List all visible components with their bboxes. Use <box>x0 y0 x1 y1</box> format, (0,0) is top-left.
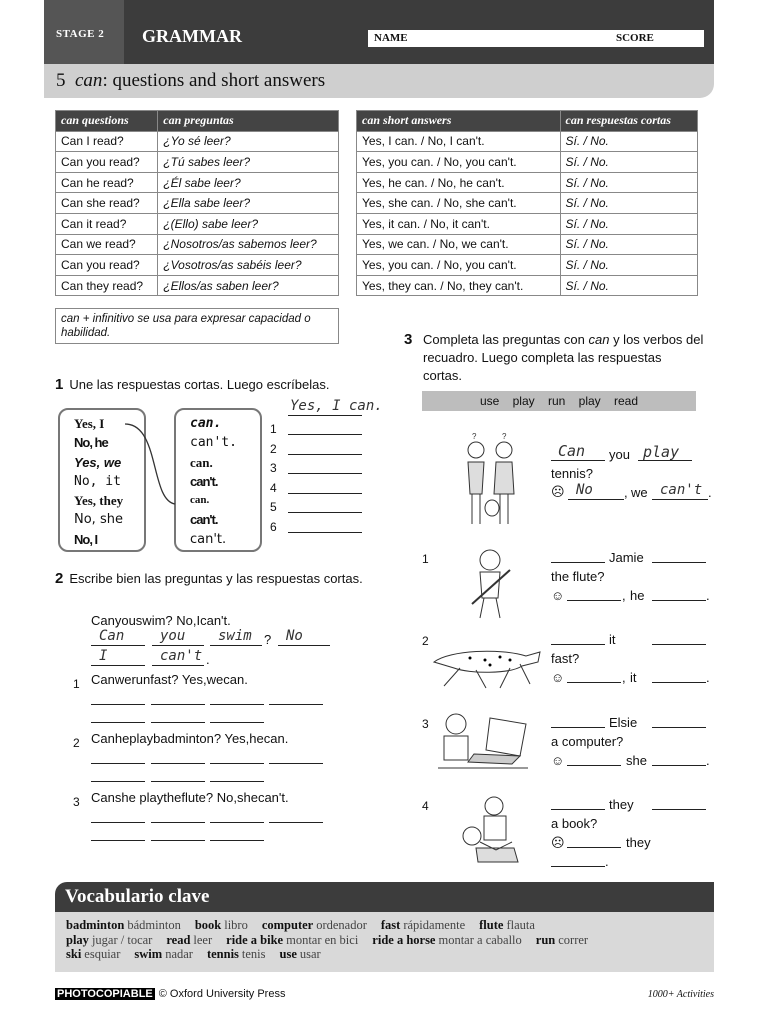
ex2-example-prompt: Canyouswim? No,Ican't. <box>91 613 231 628</box>
cheetah-illustration <box>430 640 544 692</box>
ex3-item-subject: they <box>609 797 634 812</box>
ex3-example-line <box>568 499 624 500</box>
vocab-word: run <box>535 932 556 947</box>
answers-table-cell: Yes, you can. / No, you can't. <box>357 255 561 276</box>
ex1-example-connector <box>120 420 180 510</box>
answers-table-cell: Yes, he can. / No, he can't. <box>357 172 561 193</box>
ex3-heading <box>404 331 704 385</box>
ex1-number: 1 <box>55 376 64 393</box>
ex3-item-subject: Jamie <box>609 550 644 565</box>
vocab-word: ski <box>66 947 82 961</box>
ex3-period: . <box>708 485 712 500</box>
table-row <box>357 172 698 193</box>
ex3-item-pronoun: it <box>630 670 637 685</box>
name-score-box[interactable] <box>368 30 704 47</box>
ex3-item-subject: it <box>609 632 616 647</box>
ex1-answer-line[interactable] <box>288 434 362 435</box>
vocab-translation: leer <box>193 932 213 947</box>
answers-table-cell: Yes, they can. / No, they can't. <box>357 275 561 296</box>
vocabulary-title-bar <box>55 882 714 912</box>
vocab-word: book <box>194 918 222 932</box>
stage-tab <box>44 0 124 64</box>
ex2-example-word: Can <box>99 628 125 644</box>
questions-table-header-1: can preguntas <box>158 111 339 132</box>
vocabulary-list <box>55 912 714 972</box>
table-row <box>56 131 339 152</box>
ex1-item-number: 3 <box>270 461 277 475</box>
questions-table-cell: Can we read? <box>56 234 158 255</box>
vocab-word: tennis <box>206 947 239 961</box>
questions-table-cell: Can I read? <box>56 131 158 152</box>
ex1-right-word[interactable]: can't. <box>190 473 218 489</box>
answers-table-cell: Yes, she can. / No, she can't. <box>357 193 561 214</box>
answers-table-cell: Sí. / No. <box>560 193 697 214</box>
ex2-answer-line[interactable] <box>91 822 145 823</box>
ex3-instruction-a: Completa las preguntas con <box>423 332 589 347</box>
happy-face-icon: ☺ <box>551 588 565 603</box>
happy-face-icon: ☺ <box>551 753 565 768</box>
ex2-answer-line[interactable] <box>269 704 323 705</box>
ex1-heading <box>55 376 329 393</box>
svg-text:?: ? <box>472 432 477 441</box>
ex1-right-box <box>174 408 262 552</box>
table-row <box>56 172 339 193</box>
ex3-item-number: 1 <box>422 552 429 566</box>
girl-computer-illustration <box>434 710 532 772</box>
ex3-example-a2: we <box>631 485 648 500</box>
answers-table-cell: Sí. / No. <box>560 131 697 152</box>
ex3-example-w3: play <box>643 443 680 461</box>
questions-table-cell: Can you read? <box>56 152 158 173</box>
ex3-instruction-b: y los verbos del recuadro. Luego completa las respuestas cortas. <box>423 332 704 383</box>
questions-table-cell: ¿Tú sabes leer? <box>158 152 339 173</box>
questions-table-cell: ¿Ella sabe leer? <box>158 193 339 214</box>
vocab-row <box>66 947 703 962</box>
ex3-example-a1: No <box>576 482 593 498</box>
ex2-answer-line[interactable] <box>151 704 205 705</box>
ex3-item-pronoun: she <box>626 753 647 768</box>
vocab-row <box>66 918 703 933</box>
grammar-note <box>55 308 339 344</box>
vocab-word: use <box>279 947 297 961</box>
ex3-word-box: use play run play read <box>422 391 696 411</box>
ex1-left-word[interactable]: No, it <box>74 473 121 489</box>
questions-table-cell: Can they read? <box>56 275 158 296</box>
ex2-answer-line[interactable] <box>91 704 145 705</box>
ex1-answer-line[interactable] <box>288 454 362 455</box>
ex3-comma: , <box>624 485 628 500</box>
ex2-qmark: ? <box>264 632 272 647</box>
ex3-example-w1: Can <box>558 442 586 460</box>
score-label: SCORE <box>616 32 654 44</box>
answers-table <box>356 110 698 296</box>
answers-table-cell: Sí. / No. <box>560 152 697 173</box>
ex3-answer-line[interactable] <box>652 765 706 766</box>
ex2-example-line <box>152 645 204 646</box>
stage-label: STAGE 2 <box>56 28 105 40</box>
ex2-answer-line[interactable] <box>151 781 205 782</box>
ex2-item-number: 2 <box>73 736 80 750</box>
children-tennis-illustration <box>458 432 522 532</box>
vocab-row <box>66 933 703 948</box>
answers-table-cell: Sí. / No. <box>560 172 697 193</box>
questions-table-cell: ¿Vosotros/as sabéis leer? <box>158 255 339 276</box>
questions-table-cell: Can she read? <box>56 193 158 214</box>
ex3-answer-line[interactable] <box>567 765 621 766</box>
ex3-answer-line[interactable] <box>652 809 706 810</box>
photocopiable-badge: PHOTOCOPIABLE <box>57 988 153 1000</box>
ex1-left-word[interactable]: No, she <box>74 512 123 528</box>
ex2-answer-line[interactable] <box>91 840 145 841</box>
ex3-item-number: 4 <box>422 799 429 813</box>
ex3-period: . <box>706 670 710 685</box>
ex2-answer-line[interactable] <box>269 822 323 823</box>
questions-table-header-row <box>56 111 339 132</box>
ex1-item-number: 4 <box>270 480 277 495</box>
ex1-left-word[interactable]: Yes, we <box>74 454 122 470</box>
ex2-period: . <box>206 652 210 667</box>
ex3-number: 3 <box>404 331 413 348</box>
questions-table-header-0: can questions <box>56 111 158 132</box>
ex2-answer-line[interactable] <box>91 722 145 723</box>
vocab-word: computer <box>261 918 314 932</box>
ex3-item-number: 2 <box>422 634 429 648</box>
vocab-translation: jugar / tocar <box>91 932 153 947</box>
vocab-translation: montar a caballo <box>438 932 522 947</box>
ex1-item-number: 5 <box>270 500 277 514</box>
ex2-item-prompt: Canshe playtheflute? No,shecan't. <box>91 790 289 805</box>
ex3-answer-line[interactable] <box>652 600 706 601</box>
ex3-example-line <box>652 499 708 500</box>
svg-text:?: ? <box>502 432 507 441</box>
table-row <box>56 193 339 214</box>
questions-table-cell: Can it read? <box>56 213 158 234</box>
ex1-item-number: 1 <box>270 422 277 436</box>
vocab-word: flute <box>479 918 504 932</box>
ex1-answer-line[interactable] <box>288 493 362 494</box>
ex2-answer-line[interactable] <box>210 763 264 764</box>
ex2-example-line <box>91 665 145 666</box>
ex3-answer-line[interactable] <box>551 644 605 645</box>
ex1-answer-line[interactable] <box>288 512 362 513</box>
ex2-answer-line[interactable] <box>269 763 323 764</box>
questions-table <box>55 110 339 296</box>
unit-number: 5 <box>56 70 66 91</box>
ex3-item-pronoun: they <box>626 835 651 850</box>
ex1-right-word[interactable]: can. <box>190 416 222 431</box>
ex1-item-number: 2 <box>270 441 277 456</box>
ex2-instruction: Escribe bien las preguntas y las respuestas cortas. <box>69 571 363 586</box>
ex2-answer-line[interactable] <box>151 722 205 723</box>
table-row <box>357 152 698 173</box>
vocab-translation: bádminton <box>127 918 181 932</box>
ex1-left-word[interactable]: Yes, they <box>74 493 124 509</box>
answers-table-cell: Yes, we can. / No, we can't. <box>357 234 561 255</box>
vocab-translation: flauta <box>506 918 535 932</box>
ex3-period: . <box>605 854 609 869</box>
ex2-answer-line[interactable] <box>91 781 145 782</box>
ex3-item-object: fast? <box>551 651 580 666</box>
ex2-item-prompt: Canwerunfast? Yes,wecan. <box>91 672 248 687</box>
questions-table-cell: ¿(Ello) sabe leer? <box>158 213 339 234</box>
ex2-answer-line[interactable] <box>210 781 264 782</box>
ex1-right-word[interactable]: can't. <box>190 435 237 451</box>
questions-table-cell: Can he read? <box>56 172 158 193</box>
answers-table-cell: Sí. / No. <box>560 255 697 276</box>
grammar-note-text: can + infinitivo se usa para expresar capacidad o habilidad. <box>61 313 311 339</box>
ex3-item-number: 3 <box>422 717 429 731</box>
children-book-illustration <box>456 794 522 868</box>
answers-table-cell: Yes, you can. / No, you can't. <box>357 152 561 173</box>
answers-table-cell: Sí. / No. <box>560 213 697 234</box>
ex3-answer-line[interactable] <box>652 727 706 728</box>
table-row <box>56 152 339 173</box>
ex2-answer-line[interactable] <box>210 722 264 723</box>
ex1-left-word[interactable]: No, I <box>74 531 98 547</box>
vocab-translation: correr <box>558 932 589 947</box>
ex2-example-word: you <box>160 628 186 644</box>
ex3-item-pronoun: he <box>630 588 645 603</box>
vocab-translation: montar en bici <box>286 932 359 947</box>
happy-face-icon: ☺ <box>551 670 565 685</box>
ex3-answer-line[interactable] <box>567 600 621 601</box>
ex2-example-word: swim <box>218 628 252 644</box>
table-row <box>357 131 698 152</box>
ex3-example-w4: tennis? <box>551 466 593 481</box>
ex3-answer-line[interactable] <box>567 682 621 683</box>
ex3-item-object: a computer? <box>551 734 624 749</box>
vocab-translation: tenis <box>241 947 266 961</box>
ex2-example-line <box>210 645 262 646</box>
ex3-answer-line[interactable] <box>652 562 706 563</box>
answers-table-cell: Sí. / No. <box>560 234 697 255</box>
table-row <box>357 234 698 255</box>
ex3-comma: , <box>622 670 626 685</box>
answers-table-header-0: can short answers <box>357 111 561 132</box>
answers-table-header-row <box>357 111 698 132</box>
ex2-answer-line[interactable] <box>210 704 264 705</box>
questions-table-cell: ¿Nosotros/as sabemos leer? <box>158 234 339 255</box>
ex2-example-line <box>278 645 330 646</box>
questions-table-cell: ¿Él sabe leer? <box>158 172 339 193</box>
ex3-comma: , <box>622 588 626 603</box>
vocab-word: ride a horse <box>372 932 436 947</box>
vocab-word: ride a bike <box>226 932 284 947</box>
unit-keyword: can <box>75 70 103 91</box>
ex1-right-word[interactable]: can. <box>190 454 213 470</box>
ex2-answer-line[interactable] <box>151 840 205 841</box>
table-row <box>56 275 339 296</box>
ex3-answer-line[interactable] <box>551 866 605 867</box>
vocab-translation: libro <box>224 918 248 932</box>
ex2-item-number: 1 <box>73 677 80 691</box>
questions-table-cell: ¿Yo sé leer? <box>158 131 339 152</box>
table-row <box>56 255 339 276</box>
ex3-example-w2: you <box>609 447 630 462</box>
boy-flute-illustration <box>462 546 520 620</box>
unit-title-bar <box>44 64 714 98</box>
vocab-translation: usar <box>299 947 321 961</box>
ex2-item-number: 3 <box>73 795 80 809</box>
table-row <box>357 193 698 214</box>
ex1-example-line <box>288 415 362 416</box>
unit-title-rest: : questions and short answers <box>102 70 326 91</box>
vocab-translation: esquiar <box>84 947 121 961</box>
ex2-answer-line[interactable] <box>151 763 205 764</box>
ex3-example-line <box>638 460 692 461</box>
ex1-example-answer: Yes, I can. <box>290 398 383 414</box>
ex2-heading <box>55 570 365 587</box>
ex1-right-word[interactable]: can. <box>190 494 210 507</box>
ex2-example-word: No <box>286 628 303 644</box>
ex3-period: . <box>706 753 710 768</box>
footer <box>55 988 285 1000</box>
unit-title <box>56 70 325 92</box>
ex1-left-word[interactable]: Yes, I <box>74 416 105 431</box>
ex2-example-word: can't <box>160 648 203 664</box>
table-row <box>56 234 339 255</box>
questions-table-cell: Can you read? <box>56 255 158 276</box>
vocab-translation: ordenador <box>316 918 367 932</box>
ex2-example-line <box>152 665 204 666</box>
sad-face-icon: ☹ <box>551 484 565 499</box>
ex3-answer-line[interactable] <box>652 682 706 683</box>
ex2-item-prompt: Canheplaybadminton? Yes,hecan. <box>91 731 289 746</box>
ex2-answer-line[interactable] <box>210 840 264 841</box>
ex2-answer-line[interactable] <box>151 822 205 823</box>
ex1-instruction: Une las respuestas cortas. Luego escríbelas. <box>69 377 330 392</box>
vocab-word: fast <box>380 918 401 932</box>
ex2-example-word: I <box>99 648 108 664</box>
table-row <box>357 213 698 234</box>
answers-table-cell: Yes, I can. / No, I can't. <box>357 131 561 152</box>
ex3-example-a3: can't <box>660 482 703 498</box>
ex1-answer-line[interactable] <box>288 532 362 533</box>
ex1-answer-line[interactable] <box>288 473 362 474</box>
ex3-item-object: the flute? <box>551 569 605 584</box>
vocab-word: read <box>166 932 191 947</box>
section-title: GRAMMAR <box>142 26 242 46</box>
ex1-left-word[interactable]: No, he <box>74 435 108 451</box>
ex1-right-word[interactable]: can't. <box>190 531 227 547</box>
name-label: NAME <box>374 32 408 44</box>
questions-table-cell: ¿Ellos/as saben leer? <box>158 275 339 296</box>
ex3-item-subject: Elsie <box>609 715 638 730</box>
ex3-answer-line[interactable] <box>567 847 621 848</box>
vocab-translation: rápidamente <box>403 918 466 932</box>
vocab-word: swim <box>134 947 163 961</box>
ex2-answer-line[interactable] <box>91 763 145 764</box>
ex2-number: 2 <box>55 570 64 587</box>
vocabulary-title: Vocabulario clave <box>65 886 210 907</box>
series-name: 1000+ Activities <box>647 989 714 1000</box>
ex2-example-line <box>91 645 145 646</box>
publisher: © Oxford University Press <box>158 988 286 1000</box>
ex3-keyword: can <box>588 332 610 347</box>
answers-table-cell: Yes, it can. / No, it can't. <box>357 213 561 234</box>
ex3-answer-line[interactable] <box>551 727 605 728</box>
ex3-answer-line[interactable] <box>551 809 605 810</box>
answers-table-cell: Sí. / No. <box>560 275 697 296</box>
ex1-item-number: 6 <box>270 519 277 534</box>
ex3-item-object: a book? <box>551 816 598 831</box>
vocab-word: badminton <box>66 918 125 932</box>
ex1-right-word[interactable]: can't. <box>190 512 218 528</box>
ex3-example-line <box>551 460 605 461</box>
vocab-word: play <box>66 932 89 947</box>
vocab-translation: nadar <box>165 947 193 961</box>
table-row <box>56 213 339 234</box>
table-row <box>357 255 698 276</box>
sad-face-icon: ☹ <box>551 835 565 850</box>
ex2-answer-line[interactable] <box>210 822 264 823</box>
table-row <box>357 275 698 296</box>
answers-table-header-1: can respuestas cortas <box>560 111 697 132</box>
ex3-period: . <box>706 588 710 603</box>
ex3-answer-line[interactable] <box>652 644 706 645</box>
ex3-answer-line[interactable] <box>551 562 605 563</box>
